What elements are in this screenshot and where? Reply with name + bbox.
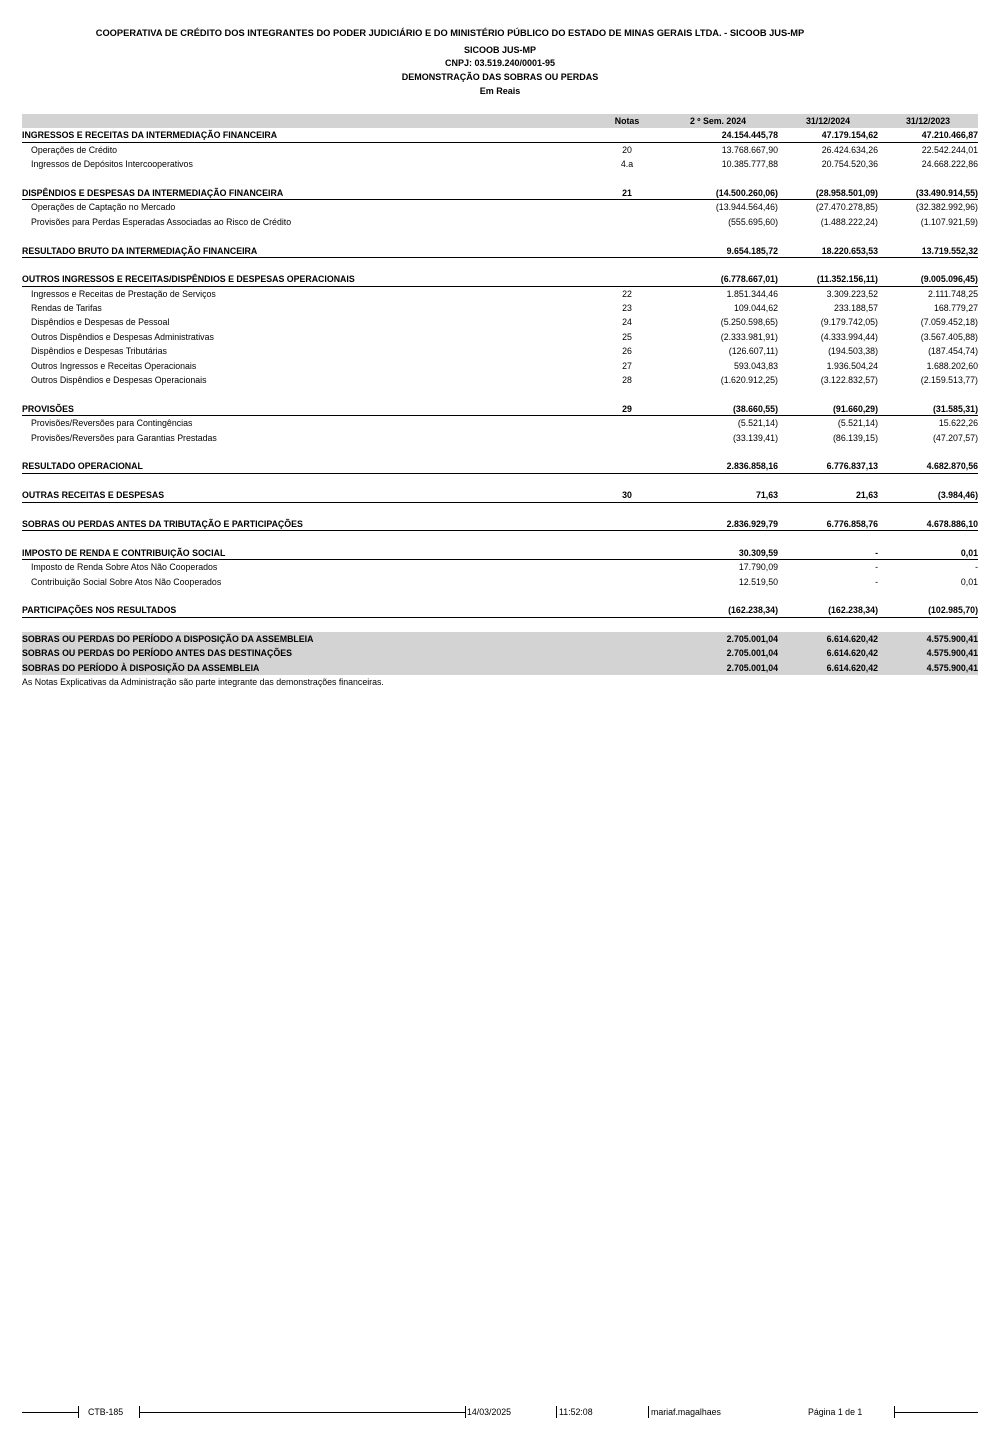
row-label: Provisões/Reversões para Contingências (31, 418, 193, 429)
value-31-12-2024: 20.754.520,36 (821, 159, 878, 170)
section-row (22, 402, 978, 416)
value-31-12-2024: - (875, 547, 878, 558)
value-2nd-sem-2024: (14.500.260,06) (715, 187, 778, 198)
line-item-row (22, 200, 978, 214)
value-2nd-sem-2024: (38.660,55) (733, 403, 778, 414)
row-label: Ingressos e Receitas de Prestação de Serviços (31, 288, 216, 299)
value-2nd-sem-2024: (6.778.667,01) (720, 274, 778, 285)
line-item-row (22, 575, 978, 589)
row-label: Outros Dispêndios e Despesas Administrativas (31, 331, 214, 342)
value-2nd-sem-2024: 1.851.344,46 (726, 288, 778, 299)
institution-title: COOPERATIVA DE CRÉDITO DOS INTEGRANTES DO PODER JUDICIÁRIO E DO MINISTÉRIO PÚBLICO DO ESTADO DE MINAS GERAIS LTDA. - SICOOB JUS-MP (95, 28, 805, 38)
statement-title: DEMONSTRAÇÃO DAS SOBRAS OU PERDAS (401, 72, 599, 82)
spacer-row (22, 589, 978, 603)
value-31-12-2024: 6.776.858,76 (826, 518, 878, 529)
line-item-row (22, 344, 978, 358)
value-2nd-sem-2024: (555.695,60) (728, 216, 778, 227)
section-row (22, 488, 978, 502)
line-item-row (22, 416, 978, 430)
row-label: PROVISÕES (22, 403, 74, 414)
value-31-12-2024: (5.521,14) (837, 418, 878, 429)
value-31-12-2024: 18.220.653,53 (821, 245, 878, 256)
value-31-12-2024: - (875, 562, 878, 573)
row-label: Outros Dispêndios e Despesas Operacionais (31, 375, 207, 386)
row-nota: 26 (622, 346, 632, 357)
value-2nd-sem-2024: 24.154.445,78 (721, 130, 778, 141)
row-label: Provisões/Reversões para Garantias Prestadas (31, 432, 217, 443)
row-label: Operações de Captação no Mercado (31, 202, 176, 213)
value-2nd-sem-2024: 71,63 (755, 490, 778, 501)
value-31-12-2023: 4.575.900,41 (926, 662, 978, 673)
value-31-12-2023: 1.688.202,60 (926, 360, 978, 371)
value-2nd-sem-2024: (33.139,41) (733, 432, 778, 443)
value-31-12-2023: 4.678.886,10 (926, 518, 978, 529)
section-row (22, 603, 978, 617)
value-31-12-2024: 21,63 (855, 490, 878, 501)
row-label: DISPÊNDIOS E DESPESAS DA INTERMEDIAÇÃO FINANCEIRA (22, 187, 284, 198)
value-31-12-2023: (1.107.921,59) (920, 216, 978, 227)
value-2nd-sem-2024: 109.044,62 (733, 303, 778, 314)
line-item-row (22, 359, 978, 373)
value-31-12-2024: (162.238,34) (828, 605, 878, 616)
value-2nd-sem-2024: 2.836.929,79 (726, 518, 778, 529)
value-31-12-2024: (27.470.278,85) (815, 202, 878, 213)
value-31-12-2023: 13.719.552,32 (921, 245, 978, 256)
footer-rule (22, 1412, 78, 1413)
row-label: SOBRAS OU PERDAS DO PERÍODO A DISPOSIÇÃO DA ASSEMBLEIA (22, 634, 314, 645)
spacer-row (22, 618, 978, 632)
section-row (22, 244, 978, 258)
value-31-12-2024: (91.660,29) (833, 403, 878, 414)
value-31-12-2023: 47.210.466,87 (921, 130, 978, 141)
value-31-12-2023: 0,01 (960, 576, 978, 587)
footer-tick (465, 1406, 466, 1418)
section-row (22, 272, 978, 286)
footnote: As Notas Explicativas da Administração são parte integrante das demonstrações financeiras. (22, 677, 384, 688)
total-row (22, 646, 978, 660)
line-item-row (22, 287, 978, 301)
value-31-12-2024: (11.352.156,11) (816, 274, 878, 285)
value-2nd-sem-2024: (1.620.912,25) (720, 375, 778, 386)
row-nota: 28 (622, 375, 632, 386)
value-2nd-sem-2024: (2.333.981,91) (720, 331, 778, 342)
row-nota: 29 (622, 403, 632, 414)
line-item-row (22, 215, 978, 229)
value-31-12-2024: (1.488.222,24) (820, 216, 878, 227)
value-31-12-2023: (7.059.452,18) (920, 317, 978, 328)
income-statement-table (22, 114, 978, 689)
value-2nd-sem-2024: 13.768.667,90 (721, 144, 778, 155)
row-label: Imposto de Renda Sobre Atos Não Cooperados (31, 562, 218, 573)
line-item-row (22, 301, 978, 315)
value-2nd-sem-2024: 593.043,83 (733, 360, 778, 371)
row-label: SOBRAS DO PERÍODO À DISPOSIÇÃO DA ASSEMBLEIA (22, 662, 260, 673)
spacer-row (22, 474, 978, 488)
col-31-12-2023: 31/12/2023 (905, 116, 951, 126)
value-31-12-2023: (47.207,57) (933, 432, 978, 443)
report-code: CTB-185 (88, 1407, 124, 1417)
value-31-12-2024: 6.776.837,13 (826, 461, 878, 472)
section-row (22, 459, 978, 473)
spacer-row (22, 172, 978, 186)
value-31-12-2024: (194.503,38) (828, 346, 878, 357)
value-31-12-2023: (33.490.914,55) (915, 187, 978, 198)
column-header-row (22, 114, 978, 128)
row-nota: 30 (622, 490, 632, 501)
row-nota: 23 (622, 303, 632, 314)
value-2nd-sem-2024: 2.705.001,04 (726, 648, 778, 659)
spacer-row (22, 445, 978, 459)
row-label: Contribuição Social Sobre Atos Não Cooperados (31, 576, 222, 587)
row-nota: 24 (622, 317, 632, 328)
value-2nd-sem-2024: 2.836.858,16 (726, 461, 778, 472)
row-label: RESULTADO OPERACIONAL (22, 461, 143, 472)
row-nota: 22 (622, 288, 632, 299)
spacer-row (22, 503, 978, 517)
value-31-12-2023: - (975, 562, 978, 573)
footer-tick (556, 1406, 557, 1418)
value-2nd-sem-2024: (162.238,34) (728, 605, 778, 616)
row-label: OUTROS INGRESSOS E RECEITAS/DISPÊNDIOS E DESPESAS OPERACIONAIS (22, 274, 355, 285)
value-31-12-2023: 22.542.244,01 (921, 144, 978, 155)
statement-rows (22, 128, 978, 675)
row-nota: 4.a (620, 159, 634, 170)
line-item-row (22, 143, 978, 157)
row-label: Operações de Crédito (31, 144, 118, 155)
value-31-12-2024: (4.333.994,44) (820, 331, 878, 342)
value-31-12-2024: 3.309.223,52 (826, 288, 878, 299)
spacer-row (22, 387, 978, 401)
value-2nd-sem-2024: (5.250.598,65) (720, 317, 778, 328)
value-2nd-sem-2024: (126.607,11) (728, 346, 778, 357)
line-item-row (22, 373, 978, 387)
spacer-row (22, 229, 978, 243)
footer-rule (139, 1412, 465, 1413)
cooperative-name: SICOOB JUS-MP (463, 45, 536, 55)
section-row (22, 128, 978, 142)
value-31-12-2023: 0,01 (960, 547, 978, 558)
value-2nd-sem-2024: 2.705.001,04 (726, 662, 778, 673)
value-31-12-2024: 233.188,57 (833, 303, 878, 314)
row-label: OUTRAS RECEITAS E DESPESAS (22, 490, 165, 501)
value-2nd-sem-2024: 17.790,09 (738, 562, 778, 573)
total-row (22, 632, 978, 646)
value-2nd-sem-2024: 30.309,59 (738, 547, 778, 558)
col-notas: Notas (614, 116, 640, 126)
row-nota: 20 (622, 144, 632, 155)
value-31-12-2023: 4.682.870,56 (926, 461, 978, 472)
spacer-row (22, 531, 978, 545)
row-label: Dispêndios e Despesas de Pessoal (31, 317, 170, 328)
value-2nd-sem-2024: (5.521,14) (737, 418, 778, 429)
value-31-12-2023: (3.567.405,88) (920, 331, 978, 342)
row-label: PARTICIPAÇÕES NOS RESULTADOS (22, 605, 177, 616)
value-2nd-sem-2024: 10.385.777,88 (721, 159, 778, 170)
row-nota: 27 (622, 360, 632, 371)
value-31-12-2024: (3.122.832,57) (820, 375, 878, 386)
currency-unit: Em Reais (479, 86, 521, 96)
value-2nd-sem-2024: 12.519,50 (738, 576, 778, 587)
row-label: Provisões para Perdas Esperadas Associadas ao Risco de Crédito (31, 216, 292, 227)
row-label: RESULTADO BRUTO DA INTERMEDIAÇÃO FINANCEIRA (22, 245, 258, 256)
value-31-12-2023: (2.159.513,77) (920, 375, 978, 386)
col-31-12-2024: 31/12/2024 (805, 116, 851, 126)
line-item-row (22, 157, 978, 171)
section-row (22, 186, 978, 200)
row-label: Dispêndios e Despesas Tributárias (31, 346, 167, 357)
col-2nd-sem-2024: 2 º Sem. 2024 (689, 116, 747, 126)
line-item-row (22, 431, 978, 445)
value-31-12-2023: 24.668.222,86 (921, 159, 978, 170)
value-31-12-2023: (187.454,74) (928, 346, 978, 357)
row-nota: 21 (622, 187, 632, 198)
spacer-row (22, 258, 978, 272)
row-nota: 25 (622, 331, 632, 342)
value-31-12-2024: (86.139,15) (833, 432, 878, 443)
line-item-row (22, 315, 978, 329)
footer-tick (78, 1406, 79, 1418)
row-label: Outros Ingressos e Receitas Operacionais (31, 360, 197, 371)
value-31-12-2024: 6.614.620,42 (826, 648, 878, 659)
value-31-12-2023: 4.575.900,41 (926, 648, 978, 659)
row-label: SOBRAS OU PERDAS DO PERÍODO ANTES DAS DESTINAÇÕES (22, 648, 292, 659)
section-row (22, 517, 978, 531)
value-31-12-2023: (9.005.096,45) (920, 274, 978, 285)
footer-tick (648, 1406, 649, 1418)
value-31-12-2023: 168.779,27 (933, 303, 978, 314)
total-row (22, 661, 978, 675)
row-label: Ingressos de Depósitos Intercooperativos (31, 159, 193, 170)
value-31-12-2023: 4.575.900,41 (926, 634, 978, 645)
line-item-row (22, 330, 978, 344)
footer-rule (894, 1412, 978, 1413)
row-label: INGRESSOS E RECEITAS DA INTERMEDIAÇÃO FINANCEIRA (22, 130, 278, 141)
section-row (22, 546, 978, 560)
print-time: 11:52:08 (559, 1407, 593, 1417)
value-31-12-2023: 2.111.748,25 (927, 288, 978, 299)
value-31-12-2023: (102.985,70) (928, 605, 978, 616)
value-31-12-2024: (9.179.742,05) (820, 317, 878, 328)
row-label: IMPOSTO DE RENDA E CONTRIBUIÇÃO SOCIAL (22, 547, 226, 558)
value-31-12-2024: 1.936.504,24 (826, 360, 878, 371)
value-31-12-2024: - (875, 576, 878, 587)
value-2nd-sem-2024: (13.944.564,46) (715, 202, 778, 213)
row-label: Rendas de Tarifas (31, 303, 102, 314)
value-31-12-2024: (28.958.501,09) (815, 187, 878, 198)
value-31-12-2024: 26.424.634,26 (821, 144, 878, 155)
print-date: 14/03/2025 (467, 1407, 512, 1417)
page-number: Página 1 de 1 (808, 1407, 863, 1417)
user-name: mariaf.magalhaes (651, 1407, 721, 1417)
value-31-12-2024: 6.614.620,42 (826, 662, 878, 673)
value-31-12-2023: (3.984,46) (937, 490, 978, 501)
value-2nd-sem-2024: 2.705.001,04 (726, 634, 778, 645)
cnpj: CNPJ: 03.519.240/0001-95 (444, 58, 556, 68)
row-label: SOBRAS OU PERDAS ANTES DA TRIBUTAÇÃO E PARTICIPAÇÕES (22, 518, 303, 529)
line-item-row (22, 560, 978, 574)
value-31-12-2023: (31.585,31) (933, 403, 978, 414)
value-31-12-2023: (32.382.992,96) (915, 202, 978, 213)
value-31-12-2024: 47.179.154,62 (821, 130, 878, 141)
value-31-12-2024: 6.614.620,42 (826, 634, 878, 645)
value-31-12-2023: 15.622,26 (938, 418, 978, 429)
value-2nd-sem-2024: 9.654.185,72 (726, 245, 778, 256)
